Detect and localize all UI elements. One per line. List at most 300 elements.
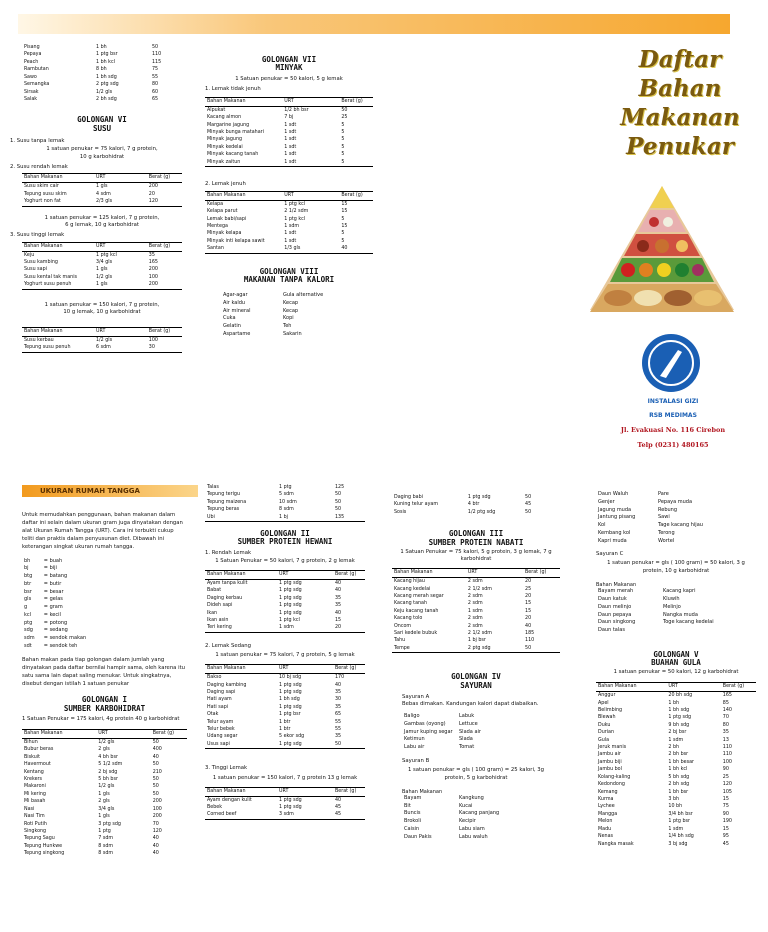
table-cell: 35 (722, 730, 729, 736)
table-cell: Tepung Sagu (24, 836, 55, 842)
table-cell: Kelapa (207, 201, 224, 207)
table-cell: 125 (335, 485, 345, 490)
table-cell: 95 (722, 834, 729, 840)
section-label: 3. Tinggi Lemak (205, 765, 248, 772)
table-cell: 120 (148, 199, 158, 205)
table-row (205, 114, 373, 121)
table-row (596, 766, 756, 773)
table-row (596, 826, 756, 833)
table-row (22, 344, 182, 352)
table-cell: Bit (404, 802, 411, 809)
golongan-5-heading: GOLONGAN V (653, 649, 699, 659)
golongan-2-heading: GOLONGAN II (260, 529, 310, 539)
table-cell: Gelatin (223, 323, 241, 330)
table-cell: = potong (43, 619, 68, 626)
table-row (596, 737, 756, 744)
table-cell: Mangga (598, 811, 618, 817)
section-label: 1. Rendah Lemak (205, 549, 252, 556)
table-row (596, 491, 716, 499)
table-cell: 3/4 gls (96, 260, 113, 266)
table-row (205, 804, 365, 811)
table-cell: 35 (335, 603, 342, 609)
table-cell: Mi kering (24, 791, 46, 797)
table-row (205, 514, 365, 522)
table-cell: 1 gls (98, 814, 110, 820)
bottom-column-2 (205, 484, 365, 820)
table-row (22, 738, 187, 746)
table-cell: 20 (148, 191, 155, 197)
table-cell: 80 (722, 722, 729, 728)
table-cell: Kapri muda (598, 537, 627, 544)
table-cell: 2 sdm (467, 593, 483, 599)
table-row (22, 81, 182, 88)
table-cell: 3 bj sdg (668, 841, 688, 847)
table-cell: 10 sdm (279, 499, 297, 505)
table-cell: Minyak bunga matahari (207, 130, 264, 136)
table-row (22, 274, 182, 281)
cover-title-line: Penukar (626, 132, 734, 160)
table-row (205, 223, 373, 230)
saturated-fat-table (205, 191, 373, 254)
table-row (596, 818, 756, 825)
fruit-sugar-table (596, 682, 756, 848)
table-row (22, 281, 182, 289)
hospital-logo (640, 332, 702, 394)
table-cell: Susu skim cair (24, 184, 59, 190)
table-cell: 50 (152, 791, 159, 797)
high-fat-protein-table (205, 787, 365, 820)
table-row (22, 573, 112, 581)
table-cell: Jeruk manis (598, 745, 627, 751)
table-cell: Daun singkong (598, 619, 636, 626)
table-cell: 5 (341, 238, 345, 244)
table-row (205, 624, 365, 632)
table-cell: Wortel (658, 537, 675, 544)
table-cell: 1/2 gls (98, 739, 115, 745)
table-cell: Kuning telur ayam (394, 502, 439, 508)
table-cell: Daun katuk (598, 596, 627, 603)
table-cell: 1 ptg sdg (279, 588, 302, 594)
table-row (402, 729, 512, 737)
table-row (22, 828, 187, 835)
table-cell: 40 (152, 754, 159, 760)
table-cell: Kecap (283, 307, 299, 314)
table-cell: 3 ptg sdg (98, 821, 121, 827)
table-cell: btg (24, 573, 33, 580)
table-row (596, 707, 756, 714)
table-cell: 25 (722, 774, 729, 780)
table-cell: 15 (335, 617, 342, 623)
table-row (22, 850, 187, 857)
table-cell: Jamur kuping segar (404, 728, 453, 735)
golongan-8-heading: GOLONGAN VIII (259, 266, 319, 276)
table-row (205, 796, 365, 804)
golongan-7-subheading: MINYAK (275, 63, 303, 73)
table-cell: 1 bh sdg (668, 707, 690, 713)
table-cell: Labu siam (459, 825, 485, 832)
column-header: Bahan Makanan (596, 683, 666, 692)
table-row (22, 74, 182, 81)
section-note (22, 146, 182, 161)
table-cell: Tepung maizena (207, 499, 247, 505)
table-cell: 2/3 gls (96, 199, 113, 205)
table-cell: 2 bj bsr (668, 730, 687, 736)
table-cell: Kecap (283, 299, 299, 306)
table-cell: 20 (525, 593, 532, 599)
table-cell: Pepaya muda (658, 498, 693, 505)
table-cell: 2 sdm (467, 616, 483, 622)
table-cell: 50 (525, 495, 532, 500)
table-cell: Minyak kacang tanah (207, 152, 259, 158)
table-cell: Nenas (598, 834, 614, 840)
table-cell: 35 (335, 704, 342, 710)
table-cell: 2 sdm (467, 579, 483, 585)
table-cell: 5 (341, 231, 345, 237)
table-cell: 55 (335, 727, 342, 733)
table-cell: 110 (152, 52, 162, 58)
table-cell: 65 (335, 712, 342, 718)
pyramid-tier-2 (638, 210, 686, 232)
table-cell: 1 bj bsr (467, 638, 486, 644)
low-fat-protein-table (205, 570, 365, 633)
table-row (205, 741, 365, 749)
note-line: protein, 10 g karbohidrat (642, 567, 710, 574)
table-cell: Tage kacang hijau (658, 522, 703, 528)
table-cell: Cuka (223, 315, 236, 322)
note-line: protein, 5 g karbohidrat (444, 775, 508, 782)
table-cell: Agar-agar (223, 292, 248, 299)
table-cell: 2 sdm (467, 601, 483, 607)
table-row (596, 796, 756, 803)
table-cell: Kacang kapri (663, 588, 696, 595)
table-cell: 8 sdm (279, 507, 294, 513)
column-header: Bahan Makanan (22, 328, 94, 337)
table-cell: 2 gls (98, 799, 110, 805)
table-cell: 35 (148, 252, 155, 258)
table-cell: 165 (722, 693, 732, 699)
table-cell: Kluwih (663, 596, 680, 603)
table-cell: Rebung (658, 506, 678, 513)
food-item (655, 239, 669, 253)
table-cell: 1 ptg sdg (279, 603, 302, 609)
table-row (22, 191, 182, 198)
table-cell: Minyak jagung (207, 137, 243, 143)
column-header: Bahan Makanan (22, 174, 94, 183)
table-row (596, 612, 726, 620)
golongan-7-heading: GOLONGAN VII (261, 55, 317, 64)
note-line: karbohidrat (460, 556, 492, 563)
table-cell: Anggur (598, 693, 616, 699)
table-cell: bsr (24, 588, 32, 595)
table-cell: Peach (24, 59, 39, 65)
table-cell: Jambu air (598, 752, 621, 758)
table-cell: 1 ptg sdg (279, 805, 302, 810)
table-row (596, 722, 756, 729)
table-cell: Kacang almon (207, 115, 242, 121)
golongan-3-heading: GOLONGAN III (448, 529, 504, 539)
food-item (694, 290, 722, 306)
note-line: 1 satuan penukar = gls ( 100 gram) = 25 kalori, 3g (407, 767, 545, 774)
table-cell: 25 (341, 115, 348, 121)
table-cell: 4 sdm (96, 191, 111, 197)
table-cell: 2 bh (668, 745, 680, 751)
table-cell: Yoghurt susu penuh (24, 282, 72, 288)
table-row (205, 230, 373, 237)
table-row (392, 600, 560, 607)
table-header-row (392, 569, 560, 578)
table-cell: 1 ptg sdg (467, 495, 491, 500)
golongan-2-subheading: SUMBER PROTEIN HEWANI (237, 537, 333, 547)
table-row (22, 183, 182, 191)
table-cell: Susu kambing (24, 260, 58, 266)
table-cell: 200 (148, 282, 158, 288)
table-cell: 85 (722, 700, 729, 706)
table-row (205, 129, 373, 136)
table-cell: 5 sdm (279, 492, 294, 498)
table-row (22, 806, 187, 813)
table-header-row (22, 328, 182, 337)
table-cell: Kentang (24, 769, 44, 775)
table-cell: Pisang (24, 45, 40, 50)
table-cell: Daun pepaya (598, 611, 632, 618)
table-cell: Tempe (394, 645, 410, 651)
table-cell: Bayam (404, 794, 422, 801)
note-line: 1 satuan penukar = 150 kalori, 7 g protein, (44, 301, 160, 308)
table-cell: 20 (525, 579, 532, 585)
table-cell: Daun talas (598, 627, 625, 634)
table-cell: Tepung susu skim (24, 191, 67, 197)
table-cell: 20 (335, 625, 342, 631)
table-cell: 1 sdt (284, 152, 297, 158)
table-cell: Blewah (598, 715, 616, 721)
table-row (205, 200, 373, 208)
table-cell: 1 bh kcl (668, 767, 688, 773)
table-row (596, 514, 716, 522)
table-cell: 1 ptg sdg (668, 715, 692, 721)
table-cell: 1 btr (279, 719, 291, 725)
table-cell: 35 (335, 734, 342, 740)
food-item (649, 217, 659, 227)
note-line: 1 satuan penukar = 125 kalori, 7 g protein, (44, 214, 160, 221)
table-cell: Kedondong (598, 782, 625, 788)
table-row (22, 259, 182, 266)
golongan-5-subheading: BUAHAN GULA (651, 658, 701, 668)
table-row (402, 795, 512, 803)
table-header-row (205, 191, 373, 200)
table-cell: 2 1/2 sdm (284, 209, 309, 215)
section-label: Sayuran A (402, 693, 430, 700)
table-row (22, 813, 187, 820)
table-cell: Kangkung (459, 794, 484, 801)
table-cell: Kelapa parut (207, 209, 238, 215)
table-cell: 1 gls (96, 184, 108, 190)
table-cell: Labuk (459, 713, 475, 720)
food-item (657, 263, 671, 277)
table-cell: 90 (722, 811, 729, 817)
table-cell: Teri kering (207, 625, 232, 631)
table-cell: 1 sdt (284, 238, 297, 244)
top-column-1 (10, 44, 182, 353)
table-row (392, 623, 560, 630)
table-cell: 40 (335, 797, 342, 803)
table-row (22, 96, 182, 103)
table-cell: Air kaldu (223, 299, 246, 306)
table-cell: 100 (148, 274, 158, 280)
table-cell: 1 ptg bsr (96, 52, 118, 58)
column-header: URT (94, 328, 147, 337)
table-cell: sdt (24, 642, 32, 649)
table-row (392, 509, 560, 516)
table-cell: Daging kambing (207, 682, 247, 688)
column-header: Berat (g) (147, 242, 182, 251)
table-row (402, 713, 512, 721)
food-item (663, 217, 673, 227)
table-cell: 40 (152, 851, 159, 857)
column-header: URT (282, 97, 339, 106)
golongan-3-title (392, 530, 560, 547)
table-cell: 2 bh sdg (96, 96, 117, 102)
table-row (22, 89, 182, 96)
table-row (205, 216, 373, 223)
table-cell: 120 (722, 782, 732, 788)
table-row (596, 714, 756, 721)
column-header: Bahan Makanan (205, 191, 282, 200)
table-cell: 1 bh kcl (96, 59, 115, 65)
table-cell: 20 bh sdg (668, 693, 693, 699)
table-row (402, 736, 512, 744)
note-line: 1 satuan penukar = gls ( 100 gram) = 50 kalori, 3 g (607, 559, 745, 566)
table-cell: Havermout (24, 762, 51, 768)
table-cell: 1 gls (98, 791, 110, 797)
table-cell: Rambutan (24, 67, 49, 73)
table-row (22, 643, 112, 651)
table-row (205, 122, 373, 129)
table-cell: Melon (598, 819, 613, 825)
table-row (205, 106, 373, 114)
protein-table-continued (392, 494, 560, 516)
golongan-1-subheading: SUMBER KARBOHIDRAT (63, 703, 146, 713)
table-cell: Singkong (24, 828, 47, 834)
table-cell: Dideh sapi (207, 603, 233, 609)
table-cell: 4 bh bsr (98, 754, 118, 760)
table-cell: 1 bh (96, 45, 107, 50)
section-label: 1. Lemak tidak jenuh (205, 86, 261, 93)
table-cell: Melinjo (663, 603, 681, 610)
column-header: Bahan Makanan (392, 569, 466, 578)
table-row (392, 593, 560, 600)
golongan-7-title (205, 56, 373, 73)
table-cell: Minyak kedelai (207, 144, 243, 150)
table-cell: = sendok teh (43, 642, 78, 649)
column-header: URT (94, 242, 147, 251)
table-cell: 15 (341, 201, 348, 207)
table-cell: 5 (341, 152, 345, 158)
table-cell: 1 bh sdg (96, 74, 117, 80)
table-cell: Susu kerbau (24, 338, 54, 344)
table-row (392, 578, 560, 586)
table-row (22, 627, 112, 635)
hospital-address: Jl. Evakuasi No. 116 Cirebon (620, 426, 726, 434)
column-header: Bahan Makanan (22, 729, 96, 738)
golongan-4-title (392, 673, 560, 690)
golongan-6-title (22, 116, 182, 133)
table-cell: Apel (598, 700, 609, 706)
column-header: Bahan Makanan (205, 787, 277, 796)
table-cell: 1 sdm (668, 826, 684, 832)
table-cell: 1 ptg (98, 828, 111, 834)
table-cell: 5 bh bsr (98, 776, 118, 782)
section-note: 1 Satuan penukar = 50 kalori, 5 g lemak (235, 75, 343, 82)
table-cell: 2 bh sdg (668, 782, 690, 788)
table-cell: 105 (722, 789, 732, 795)
table-cell: 50 (335, 492, 342, 498)
top-column-2 (205, 56, 373, 339)
bottom-column-3 (392, 494, 560, 841)
table-row (221, 323, 341, 331)
table-row (22, 635, 112, 643)
table-cell: 1 sdt (284, 231, 297, 237)
abbreviation-list (22, 558, 112, 651)
table-cell: 190 (722, 819, 732, 825)
table-cell: 115 (152, 59, 162, 65)
table-cell: 15 (525, 608, 532, 614)
table-row (596, 627, 726, 635)
table-cell: 40 (335, 682, 342, 688)
table-cell: 400 (152, 747, 162, 753)
table-cell: 1/2 bh bsr (284, 107, 309, 113)
table-row (22, 798, 187, 805)
table-cell: 1/2 gls (96, 338, 113, 344)
table-cell: 140 (722, 707, 732, 713)
table-row (596, 833, 756, 840)
table-cell: Jantung pisang (598, 514, 636, 521)
table-row (205, 674, 365, 682)
table-cell: bj (24, 565, 29, 572)
section-note (22, 302, 182, 317)
table-cell: Jambu bol (598, 767, 622, 773)
table-cell: 1 sdm (284, 224, 300, 229)
table-cell: 75 (722, 804, 729, 810)
vegetable-a-list (402, 713, 512, 752)
list-header: Bahan Makanan (596, 582, 637, 589)
table-row (392, 586, 560, 593)
table-cell: Ayam tanpa kulit (207, 580, 248, 586)
table-cell: Nasi Tim (24, 814, 45, 820)
table-cell: 1 btr (279, 727, 291, 733)
table-cell: 50 (152, 762, 159, 768)
table-header-row (205, 787, 365, 796)
table-cell: 1 bh (668, 700, 680, 706)
table-row (205, 696, 365, 703)
table-row (221, 308, 341, 316)
table-cell: Teh (283, 323, 292, 330)
table-cell: 30 (148, 345, 155, 351)
table-row (596, 751, 756, 758)
table-cell: 1 sdt (284, 159, 297, 165)
table-cell: Kacang kedelai (394, 586, 431, 592)
table-cell: 5 bh sdg (668, 774, 690, 780)
table-cell: 55 (335, 719, 342, 725)
table-header-row (22, 729, 187, 738)
table-cell: 1 ptg sdg (279, 689, 302, 695)
table-cell: Salak (24, 96, 38, 102)
table-row (402, 721, 512, 729)
hospital-name: RSB MEDIMAS (649, 411, 697, 419)
table-cell: Biskuit (24, 754, 41, 760)
table-cell: Gula alternative (283, 292, 324, 299)
table-cell: 7 bj (284, 115, 294, 121)
table-cell: 1 ptg sdg (279, 610, 302, 616)
